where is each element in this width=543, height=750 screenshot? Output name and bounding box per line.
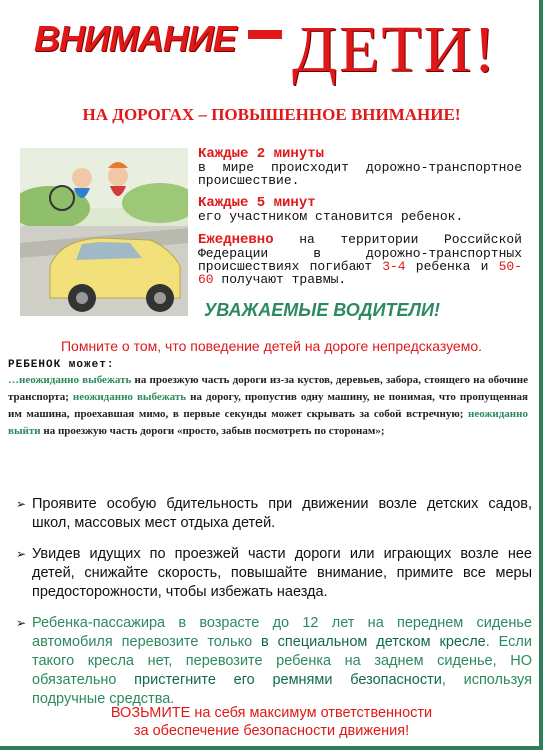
advice-text-2: Увидев идущих по проезжей части дороги или играющих возле нее детей, снижайте скорость, повышайте внимание, примите все меры предосторожности, чтобы избежать наезда. <box>32 546 532 600</box>
advice-item-1 <box>16 495 532 533</box>
title-children: ДЕТИ! <box>292 13 498 86</box>
closing-line-1: ВОЗЬМИТЕ на себя максимум ответственности <box>110 705 433 721</box>
closing-line-2: за обеспечение безопасности движения! <box>133 723 410 739</box>
child-p1: на проезжую часть дороги из-за кустов, деревьев, забора, стоящего на обочине транспорта; <box>8 374 528 403</box>
child-p3-green: неожиданно выйти <box>8 408 528 437</box>
bullet-arrow-icon: ➢ <box>16 547 27 561</box>
statistics-block <box>198 148 522 286</box>
bullet-arrow-icon: ➢ <box>16 497 27 511</box>
child-heading: РЕБЕНОК может: <box>8 359 115 371</box>
children-car-illustration <box>20 148 188 316</box>
child-paragraph <box>8 372 528 440</box>
advice-text-3b: в специальном детском кресле <box>261 634 486 650</box>
stat2-text: его участником становится ребенок. <box>198 209 464 224</box>
stat3-paragraph <box>198 233 522 286</box>
advice-item-3 <box>16 614 532 709</box>
stat3-num2: 50-60 <box>198 259 522 287</box>
drivers-heading: УВАЖАЕМЫЕ ВОДИТЕЛИ! <box>204 300 440 320</box>
stat3-text1: на территории Российской Федерации в дорожно-транспортных происшествиях погибают <box>198 232 522 274</box>
advice-text-3a: Ребенка-пассажира в возрасте до 12 лет на переднем сиденье автомобиля перевозите только <box>32 615 532 650</box>
child-p2: на дорогу, пропустив одну машину, не понимая, что пропущенная им машина, проехавшая мимо, в первые секунды может скрывать за собой встречную; <box>8 391 529 420</box>
stat3-text2: ребенка и <box>405 259 499 274</box>
stat3-text3: получают травмы. <box>213 272 347 287</box>
stat1-text: в мире происходит дорожно-транспортное происшествие. <box>198 160 522 188</box>
bullet-arrow-icon: ➢ <box>16 616 27 630</box>
advice-text-3e: , используя подручные средства. <box>32 672 532 707</box>
advice-text-3d: пристегните его ремнями безопасности <box>134 672 442 688</box>
title-attention: ВНИМАНИЕ <box>34 18 236 59</box>
stat2-heading: Каждые 5 минут <box>198 195 316 211</box>
stat3-heading: Ежедневно <box>198 232 274 248</box>
advice-list <box>16 495 532 721</box>
advice-item-2 <box>16 545 532 602</box>
closing-message <box>0 704 543 740</box>
stat1-heading: Каждые 2 минуты <box>198 146 325 162</box>
advice-text-1: Проявите особую бдительность при движении возле детских садов, школ, массовых мест отдыха детей. <box>32 496 532 531</box>
title-dash <box>248 30 282 39</box>
child-p1-green: …неожиданно выбежать <box>8 374 132 386</box>
subtitle: НА ДОРОГАХ – ПОВЫШЕННОЕ ВНИМАНИЕ! <box>82 105 461 124</box>
child-p3: на проезжую часть дороги «просто, забыв посмотреть по сторонам»; <box>40 425 385 437</box>
advice-text-3c: . Если такого кресла нет, перевозите ребенка на заднем сиденье, НО обязательно <box>32 634 532 688</box>
stat3-num1: 3-4 <box>382 259 406 274</box>
remember-line: Помните о том, что поведение детей на дороге непредсказуемо. <box>60 338 483 354</box>
child-p2-green: неожиданно выбежать <box>72 391 187 403</box>
